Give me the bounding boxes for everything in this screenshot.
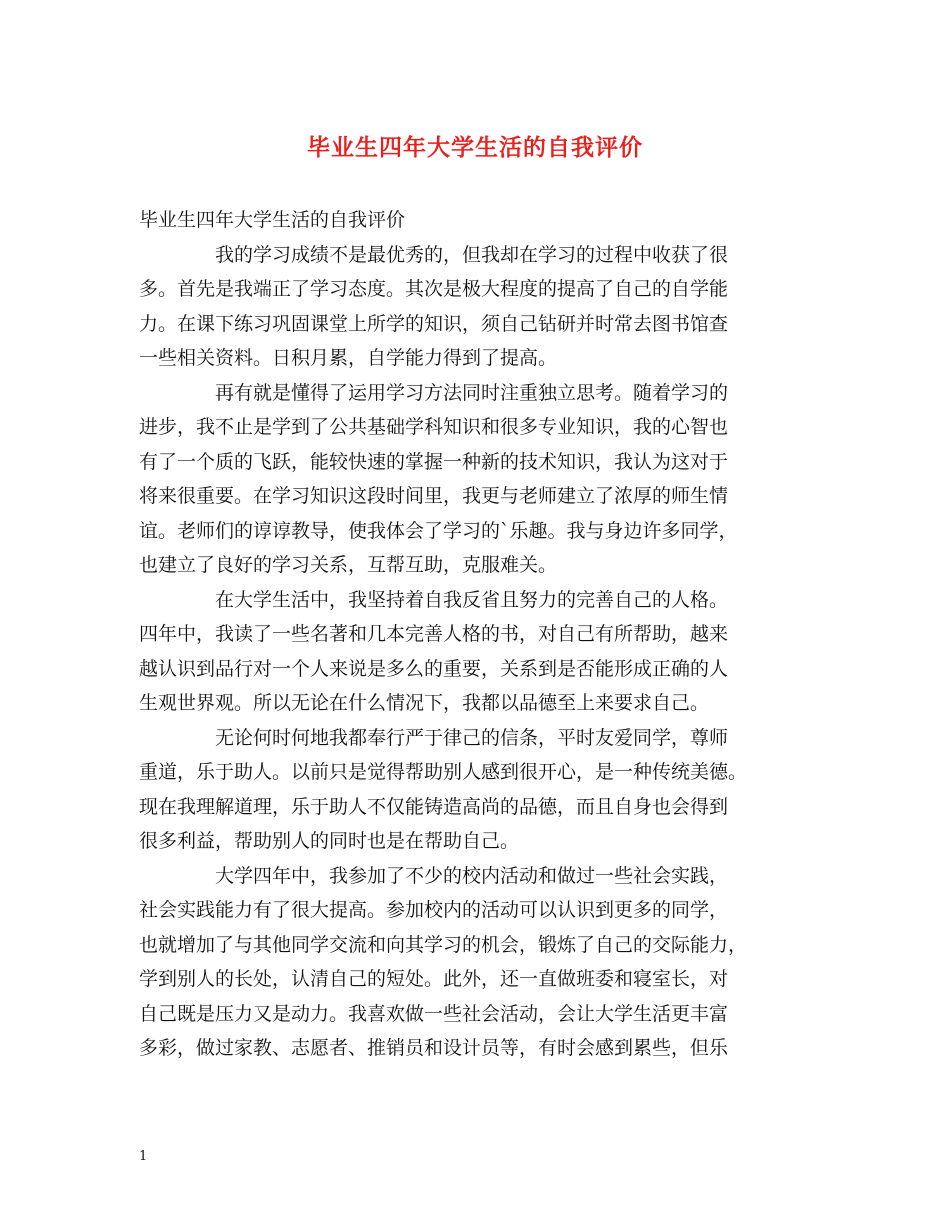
document-subtitle: 毕业生四年大学生活的自我评价 xyxy=(139,209,406,231)
paragraph-line: 现在我理解道理，乐于助人不仅能铸造高尚的品德，而且自身也会得到 xyxy=(139,795,729,818)
paragraph-line: 也就增加了与其他同学交流和向其学习的机会，锻炼了自己的交际能力， xyxy=(139,933,748,956)
paragraph-line: 社会实践能力有了很大提高。参加校内的活动可以认识到更多的同学， xyxy=(139,899,729,921)
paragraph-line: 有了一个质的飞跃，能较快速的掌握一种新的技术知识，我认为这对于 xyxy=(139,450,729,473)
paragraph xyxy=(139,238,814,376)
paragraph-line: 重道，乐于助人。以前只是觉得帮助别人感到很开心，是一种传统美德。 xyxy=(139,761,748,783)
paragraph-line: 将来很重要。在学习知识这段时间里，我更与老师建立了浓厚的师生情 xyxy=(139,485,729,507)
paragraph-line: 大学四年中，我参加了不少的校内活动和做过一些社会实践， xyxy=(215,864,729,887)
paragraph-line: 多彩，做过家教、志愿者、推销员和设计员等，有时会感到累些，但乐 xyxy=(139,1037,729,1059)
paragraph-line: 我的学习成绩不是最优秀的，但我却在学习的过程中收获了很 xyxy=(215,243,729,266)
paragraph xyxy=(139,721,814,859)
paragraph xyxy=(139,583,814,721)
paragraph-line: 进步，我不止是学到了公共基础学科知识和很多专业知识，我的心智也 xyxy=(139,416,729,438)
paragraph xyxy=(139,376,814,583)
paragraph-line: 自己既是压力又是动力。我喜欢做一些社会活动，会让大学生活更丰富 xyxy=(139,1002,729,1025)
paragraph-line: 一些相关资料。日积月累，自学能力得到了提高。 xyxy=(139,347,558,369)
paragraph-line: 四年中，我读了一些名著和几本完善人格的书，对自己有所帮助，越来 xyxy=(139,623,729,645)
paragraph-line: 再有就是懂得了运用学习方法同时注重独立思考。随着学习的 xyxy=(215,381,729,404)
page-number: 1 xyxy=(139,1149,148,1164)
paragraph-line: 也建立了良好的学习关系，互帮互助，克服难关。 xyxy=(139,554,558,576)
paragraph-line: 越认识到品行对一个人来说是多么的重要，关系到是否能形成正确的人 xyxy=(139,657,729,680)
paragraph-line: 谊。老师们的谆谆教导，使我体会了学习的`乐趣。我与身边许多同学， xyxy=(139,519,738,542)
paragraph-line: 力。在课下练习巩固课堂上所学的知识，须自己钻研并时常去图书馆查 xyxy=(139,312,729,335)
document-body xyxy=(139,203,814,1066)
paragraph-line: 很多利益，帮助别人的同时也是在帮助自己。 xyxy=(139,830,520,852)
document-title: 毕业生四年大学生活的自我评价 xyxy=(307,134,643,161)
paragraph-line: 无论何时何地我都奉行严于律己的信条，平时友爱同学，尊师 xyxy=(215,726,729,749)
paragraph xyxy=(139,859,814,1066)
paragraph-line: 学到别人的长处，认清自己的短处。此外，还一直做班委和寝室长，对 xyxy=(139,968,729,990)
paragraph-line: 在大学生活中，我坚持着自我反省且努力的完善自己的人格。 xyxy=(215,588,729,611)
paragraph-line: 生观世界观。所以无论在什么情况下，我都以品德至上来要求自己。 xyxy=(139,692,710,714)
paragraph-line: 多。首先是我端正了学习态度。其次是极大程度的提高了自己的自学能 xyxy=(139,278,729,300)
